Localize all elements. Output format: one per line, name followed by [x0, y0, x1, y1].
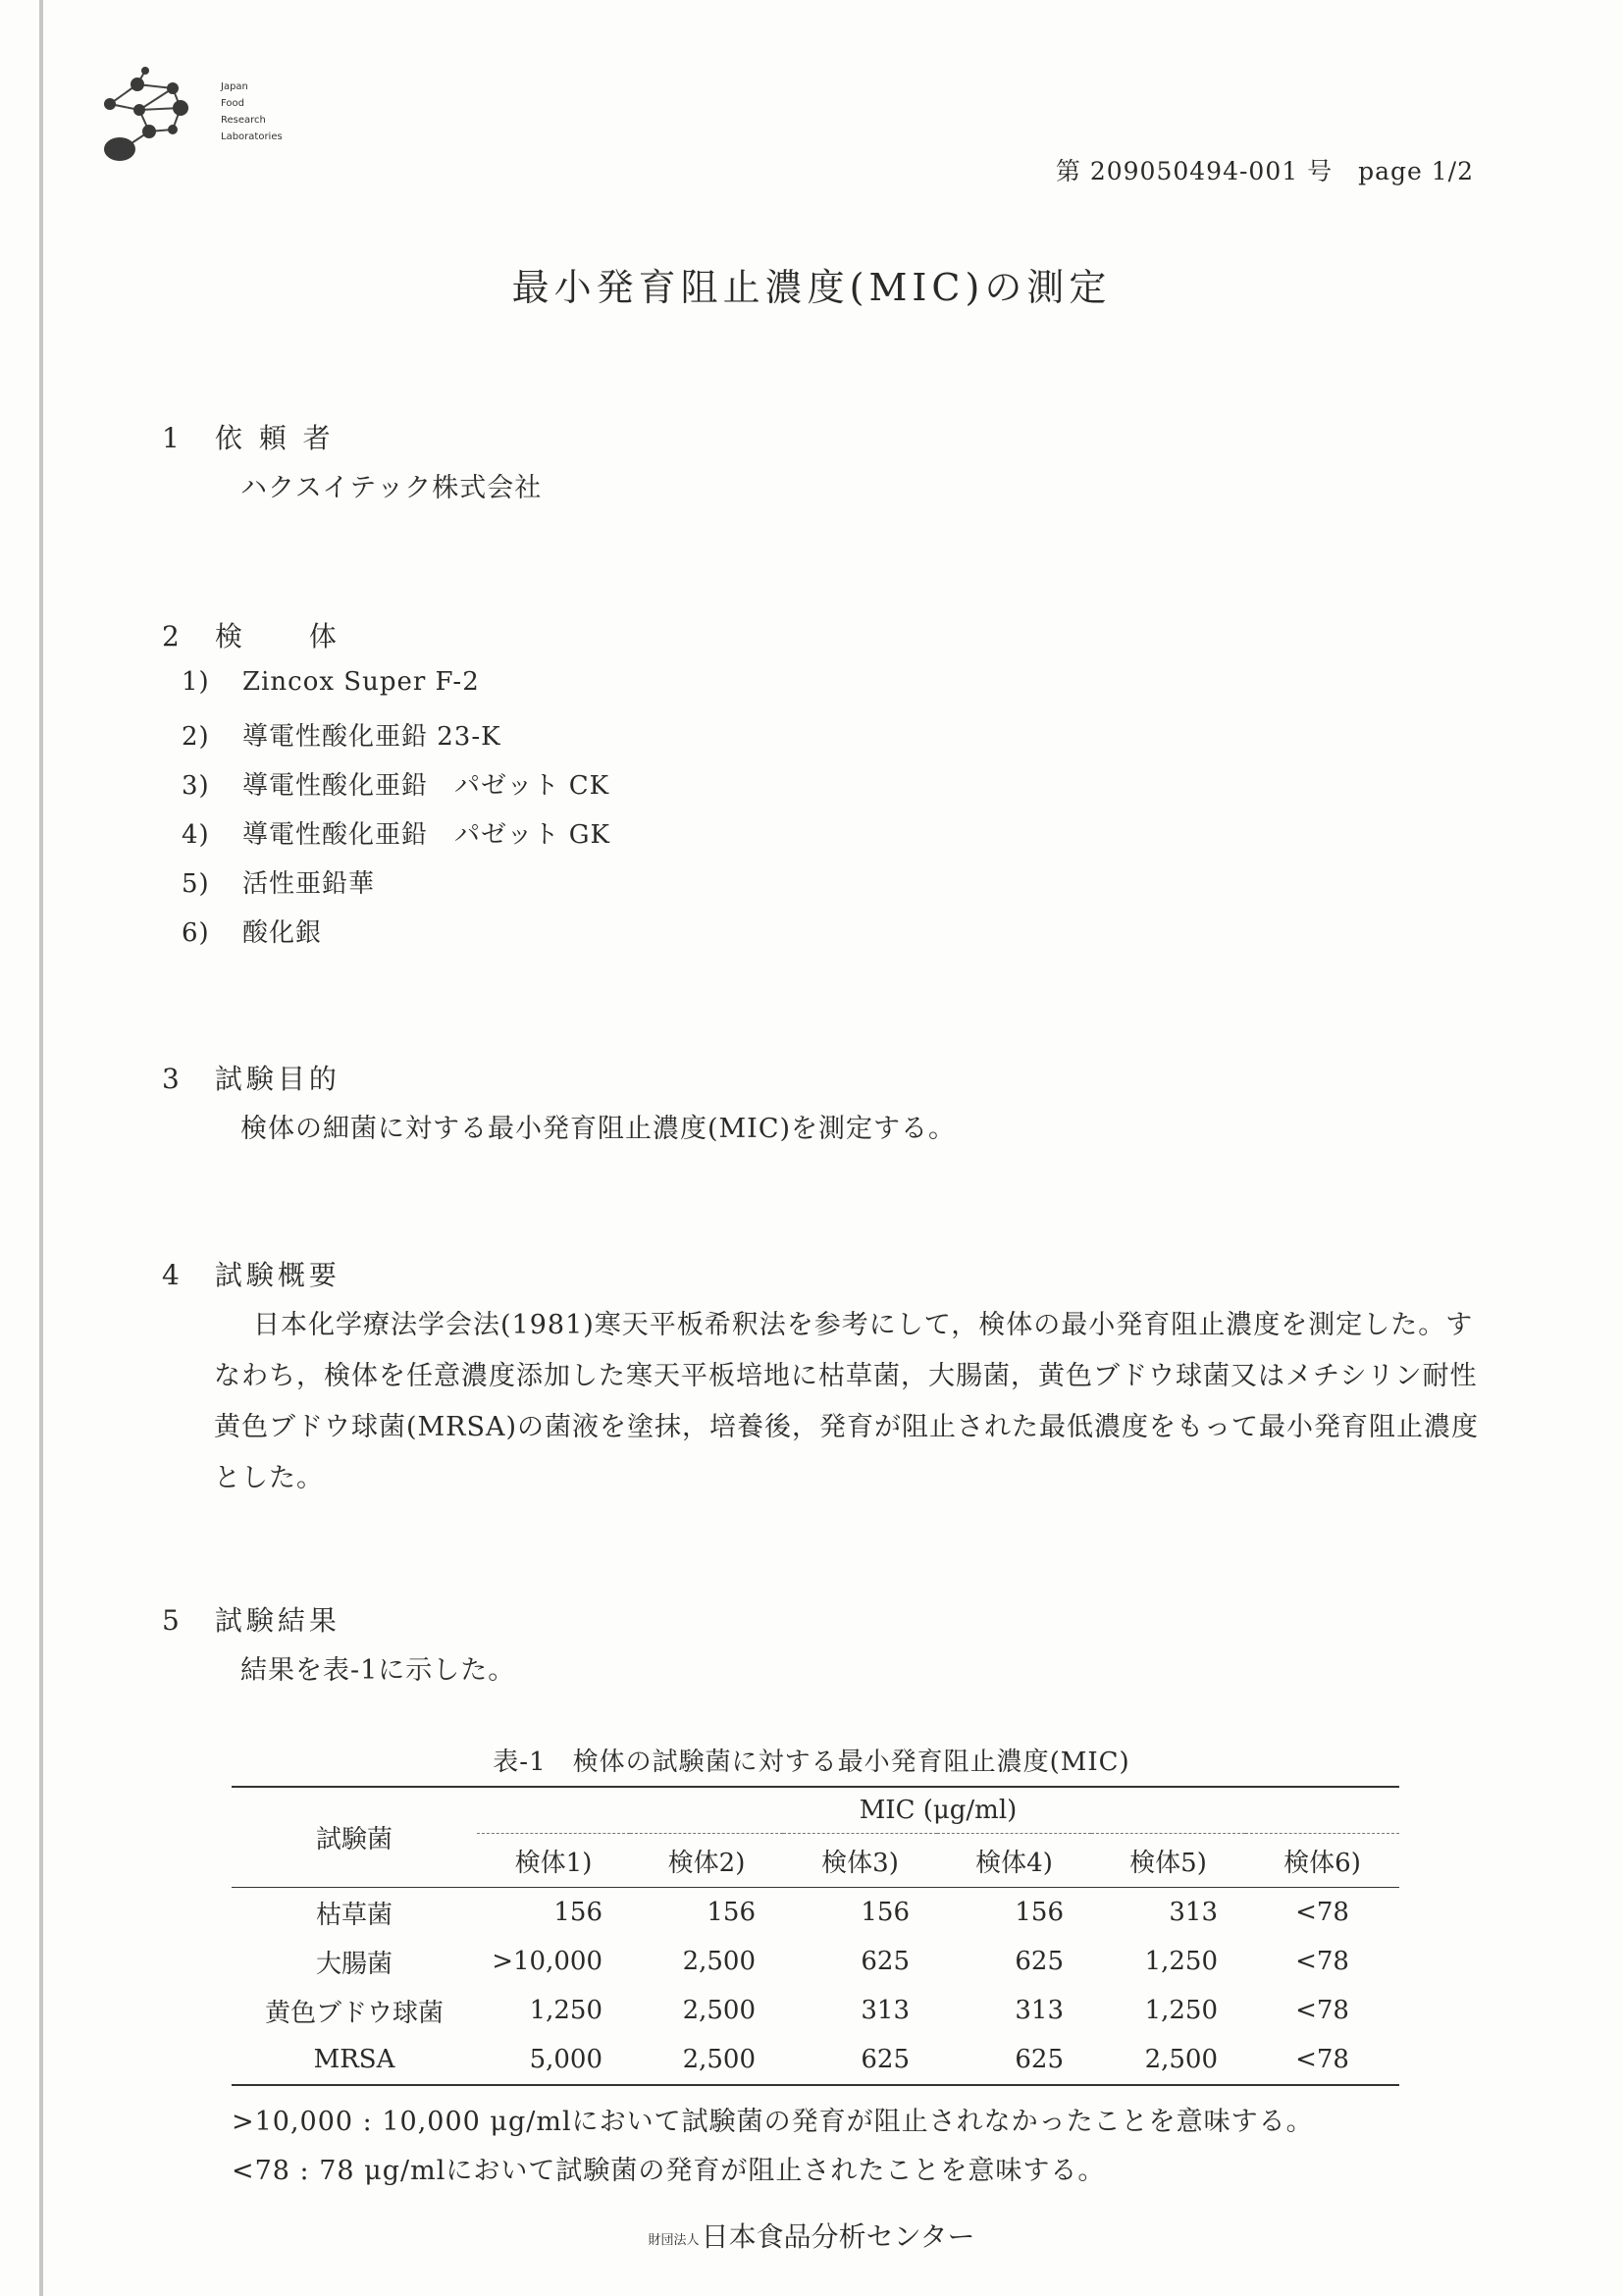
mic-value-cell: <78	[1245, 2035, 1399, 2085]
mic-value-cell: 156	[707, 1898, 756, 1927]
specimen-column-header: 検体4)	[937, 1834, 1091, 1888]
overview-text: 日本化学療法学会法(1981)寒天平板希釈法を参考にして，検体の最小発育阻止濃度を測定した。すなわち，検体を任意濃度添加した寒天平板培地に枯草菌，大腸菌，黄色ブドウ球菌又はメチシリン耐性黄色ブドウ球菌(MRSA)の菌液を塗抹，培養後，発育が阻止された最低濃度をもって最小発育阻止濃度とした。	[214, 1310, 1480, 1493]
table-header-row	[232, 1787, 1399, 1834]
page-title: 最小発育阻止濃度(MIC)の測定	[511, 266, 1112, 309]
mic-value-cell: 156	[1015, 1898, 1064, 1927]
mic-value-cell: 2,500	[682, 1996, 756, 2025]
specimen-number: 1)	[182, 667, 210, 697]
footer-organization: 日本食品分析センター	[701, 2220, 975, 2253]
specimen-column-header: 検体1)	[477, 1834, 630, 1888]
results-text: 結果を表-1に示した。	[240, 1655, 516, 1686]
mic-value-cell: 2,500	[1091, 2035, 1245, 2085]
mic-value-cell: 625	[783, 2035, 937, 2085]
table-caption: 表-1 検体の試験菌に対する最小発育阻止濃度(MIC)	[493, 1748, 1130, 1777]
mic-value-cell: 5,000	[477, 2035, 630, 2085]
section-heading-overview: 4 試験概要	[162, 1259, 340, 1291]
specimen-column-header: 検体6)	[1245, 1834, 1399, 1888]
scan-edge	[39, 0, 43, 2296]
specimen-label: 活性亜鉛華	[242, 869, 376, 899]
mic-value-cell: 313	[861, 1996, 910, 2025]
mic-value-cell: 2,500	[630, 2035, 783, 2085]
specimen-number: 6)	[182, 918, 210, 948]
logo-line: Japan	[221, 81, 248, 92]
section-heading-results: 5 試験結果	[162, 1604, 340, 1637]
specimen-number: 3)	[182, 771, 210, 801]
mic-value-cell: 625	[937, 2035, 1091, 2085]
mic-results-table	[232, 1786, 1399, 2086]
mic-group-header: MIC (μg/ml)	[477, 1787, 1399, 1834]
mic-value-cell: 1,250	[529, 1996, 602, 2025]
specimen-label: 導電性酸化亜鉛 パゼット GK	[242, 820, 610, 850]
organization-logo	[90, 61, 306, 169]
logo-line: Food	[221, 98, 244, 109]
mic-value-cell: <78	[1295, 1996, 1349, 2025]
table-row	[232, 1937, 1399, 1986]
mic-value-cell: 625	[1015, 1947, 1064, 1976]
mic-value-cell: 1,250	[1144, 1947, 1218, 1976]
specimen-number: 2)	[182, 722, 210, 752]
specimen-item	[182, 716, 501, 753]
mic-value-cell: >10,000	[492, 1947, 602, 1976]
mic-value-cell: 313	[1169, 1898, 1218, 1927]
section-heading-specimens: 2 検 体	[162, 620, 340, 652]
table-row	[232, 1986, 1399, 2035]
organism-cell: 大腸菌	[315, 1949, 393, 1979]
mic-value-cell: <78	[1295, 1898, 1349, 1927]
issuer-footer	[0, 2216, 1623, 2255]
specimen-label: Zincox Super F-2	[242, 667, 480, 697]
specimen-item	[182, 765, 609, 802]
mic-value-cell: 1,250	[1144, 1996, 1218, 2025]
logo-line: Laboratories	[221, 131, 283, 142]
mic-value-cell: <78	[1295, 1947, 1349, 1976]
document-number: 第 209050494-001 号 page 1/2	[1055, 157, 1474, 185]
table-row	[232, 1888, 1399, 1938]
mic-value-cell: 156	[553, 1898, 602, 1927]
requester-name: ハクスイテック株式会社	[240, 473, 543, 503]
network-nodes-icon	[90, 61, 218, 169]
organism-column-header: 試験菌	[232, 1787, 477, 1888]
specimen-item	[182, 913, 322, 949]
section-heading-purpose: 3 試験目的	[162, 1063, 340, 1095]
table-row	[232, 2035, 1399, 2085]
logo-line: Research	[221, 115, 266, 126]
specimen-column-header: 検体3)	[783, 1834, 937, 1888]
organism-cell: 枯草菌	[315, 1900, 393, 1930]
mic-value-cell: 313	[1015, 1996, 1064, 2025]
section-heading-requester: 1 依 頼 者	[162, 422, 335, 454]
specimen-column-header: 検体2)	[630, 1834, 783, 1888]
footer-prefix: 財団法人	[648, 2232, 700, 2248]
mic-value-cell: 2,500	[682, 1947, 756, 1976]
specimen-label: 酸化銀	[242, 918, 323, 948]
purpose-text: 検体の細菌に対する最小発育阻止濃度(MIC)を測定する。	[240, 1114, 957, 1144]
specimen-label: 導電性酸化亜鉛 パゼット CK	[242, 771, 610, 801]
mic-value-cell: 156	[861, 1898, 910, 1927]
mic-value-cell: 625	[861, 1947, 910, 1976]
organism-cell: 黄色ブドウ球菌	[264, 1998, 444, 2028]
specimen-number: 5)	[182, 869, 210, 899]
specimen-item	[182, 863, 375, 900]
specimen-item	[182, 814, 610, 851]
organism-cell: MRSA	[232, 2035, 477, 2085]
table-note: <78 : 78 μg/mlにおいて試験菌の発育が阻止されたことを意味する。	[232, 2156, 1106, 2186]
specimen-label: 導電性酸化亜鉛 23-K	[242, 722, 501, 752]
specimen-number: 4)	[182, 820, 210, 850]
logo-text	[221, 78, 283, 145]
table-note: >10,000 : 10,000 μg/mlにおいて試験菌の発育が阻止されなかったことを意味する。	[232, 2107, 1314, 2137]
specimen-item	[182, 667, 480, 697]
specimen-column-header: 検体5)	[1091, 1834, 1245, 1888]
